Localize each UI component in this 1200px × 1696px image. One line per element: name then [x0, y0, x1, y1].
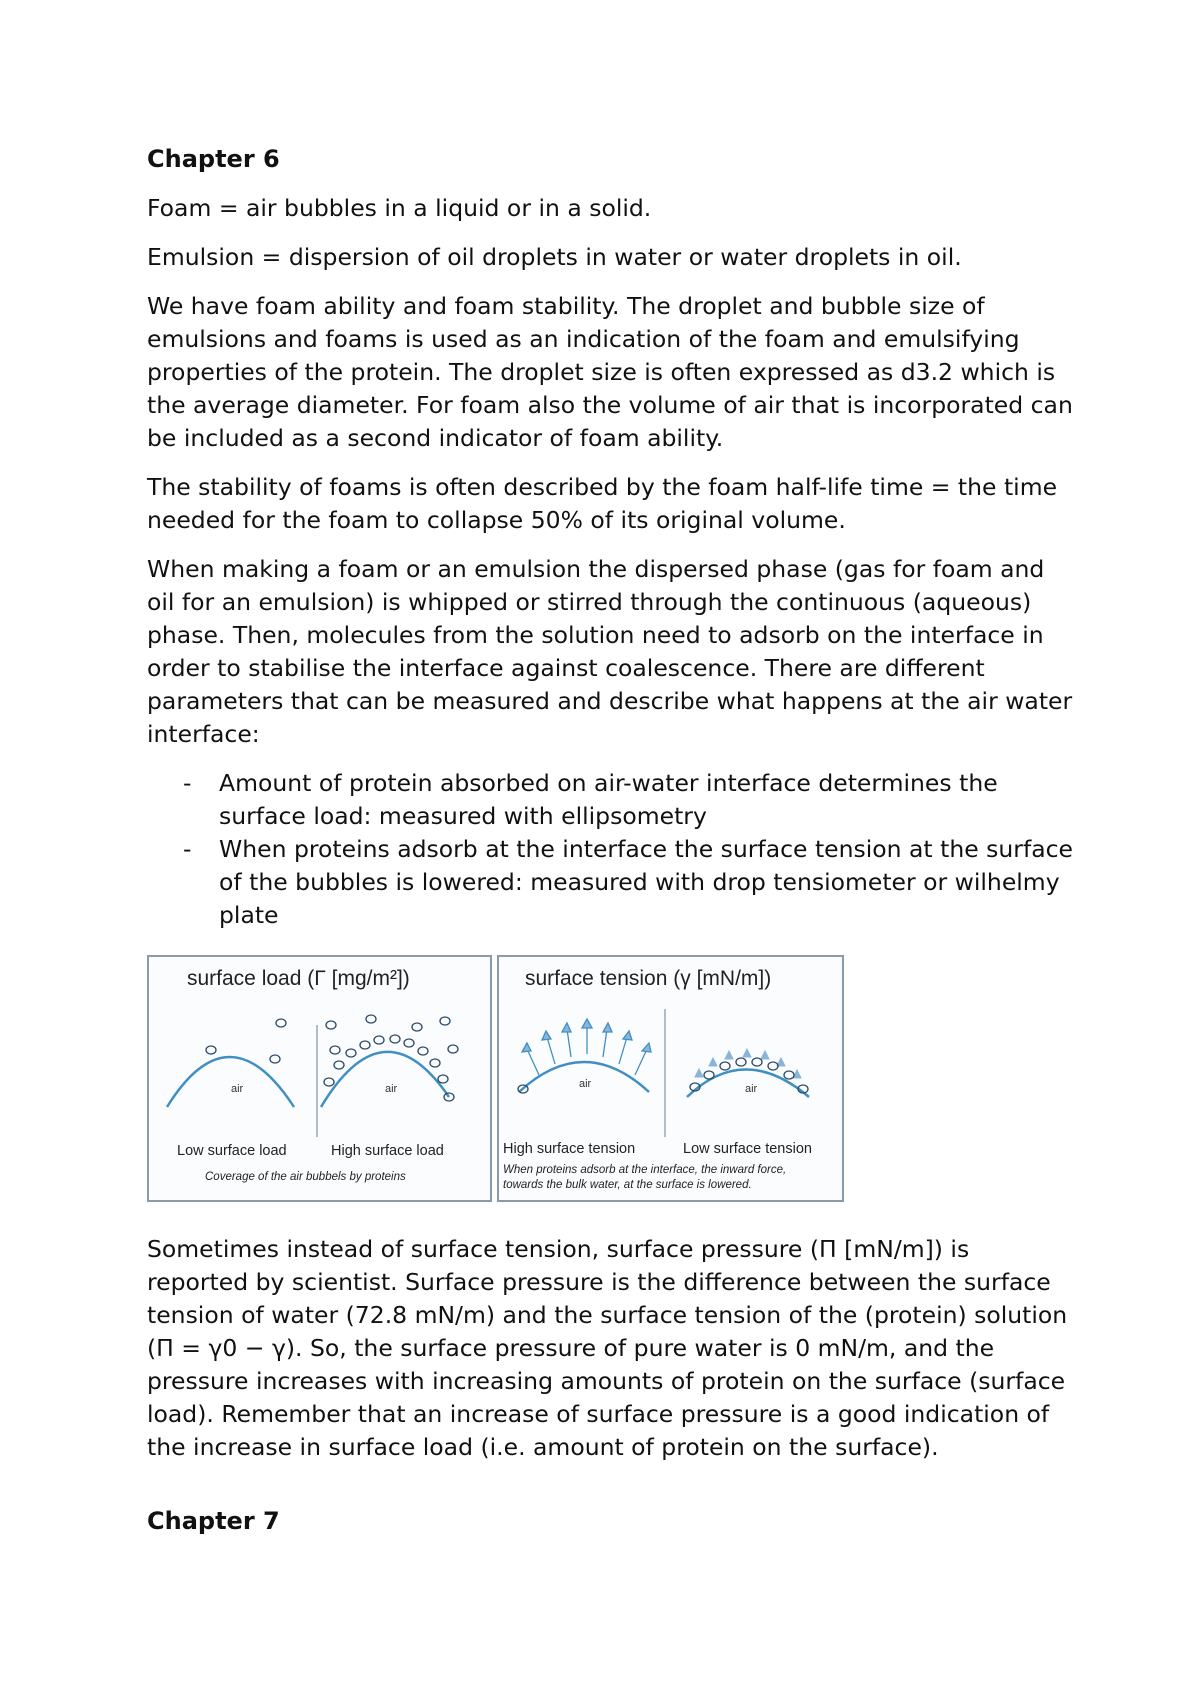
air-label: air	[385, 1083, 398, 1095]
air-label: air	[745, 1083, 758, 1095]
surface-tension-panel	[497, 955, 844, 1202]
surface-tension-caption-line2: towards the bulk water, at the surface is lowered.	[503, 1179, 752, 1191]
proteins-low	[206, 1019, 286, 1063]
surface-pressure-paragraph: Sometimes instead of surface tension, surface pressure (Π [mN/m]) is reported by scientist. Surface pressure is the difference between the surface tension of water (72.8 mN/m) and the surface tension of the (protein) solution (Π = γ0 − γ). So, the surface pressure of pure water is 0 mN/m, and the pressure increases with increasing amounts of protein on the surface (surface load). Remember that an increase of surface pressure is a good indication of the increase in surface load (i.e. amount of protein on the surface).	[147, 1235, 1068, 1461]
air-label: air	[579, 1078, 592, 1090]
high-surface-load-label: High surface load	[331, 1143, 444, 1159]
bullet-dash: -	[183, 835, 192, 863]
foam-ability-paragraph: We have foam ability and foam stability. The droplet and bubble size of emulsions and foams is used as an indication of the foam and emulsifying properties of the protein. The droplet size is often expressed as d3.2 which is the average diameter. For foam also the volume of air that is incorporated can be included as a second indicator of foam ability.	[147, 292, 1073, 452]
bullet-dash: -	[183, 769, 192, 797]
interface-figure	[147, 955, 847, 1200]
low-surface-tension-label: Low surface tension	[683, 1141, 812, 1157]
chapter-7-heading: Chapter 7	[147, 1507, 280, 1535]
surface-load-title: surface load (Γ [mg/m²])	[187, 967, 410, 990]
surface-load-illustration	[149, 957, 490, 1200]
bullet-text: When proteins adsorb at the interface the surface tension at the surface of the bubbles is lowered: measured with drop tensiometer or wilhelmy plate	[219, 835, 1073, 929]
surface-load-caption: Coverage of the air bubbels by proteins	[205, 1171, 406, 1183]
foam-stability-paragraph: The stability of foams is often described by the foam half-life time = the time needed for the foam to collapse 50% of its original volume.	[147, 473, 1058, 534]
inward-force-arrows-low	[695, 1049, 801, 1078]
air-label: air	[231, 1083, 244, 1095]
interface-paragraph: When making a foam or an emulsion the dispersed phase (gas for foam and oil for an emulsion) is whipped or stirred through the continuous (aqueous) phase. Then, molecules from the solution need to adsorb on the interface in order to stabilise the interface against coalescence. There are different parameters that can be measured and describe what happens at the air water interface:	[147, 555, 1073, 748]
surface-tension-caption-line1: When proteins adsorb at the interface, the inward force,	[503, 1164, 787, 1176]
proteins-tension	[518, 1058, 808, 1093]
bullet-text: Amount of protein absorbed on air-water interface determines the surface load: measured with ellipsometry	[219, 769, 998, 830]
surface-tension-title: surface tension (γ [mN/m])	[525, 967, 772, 990]
surface-load-panel	[147, 955, 492, 1202]
inward-force-arrows-high	[522, 1019, 651, 1075]
chapter-6-heading: Chapter 6	[147, 145, 280, 173]
low-surface-load-label: Low surface load	[177, 1143, 287, 1159]
foam-definition: Foam = air bubbles in a liquid or in a solid.	[147, 194, 652, 222]
high-surface-tension-label: High surface tension	[503, 1141, 636, 1157]
emulsion-definition: Emulsion = dispersion of oil droplets in water or water droplets in oil.	[147, 243, 962, 271]
